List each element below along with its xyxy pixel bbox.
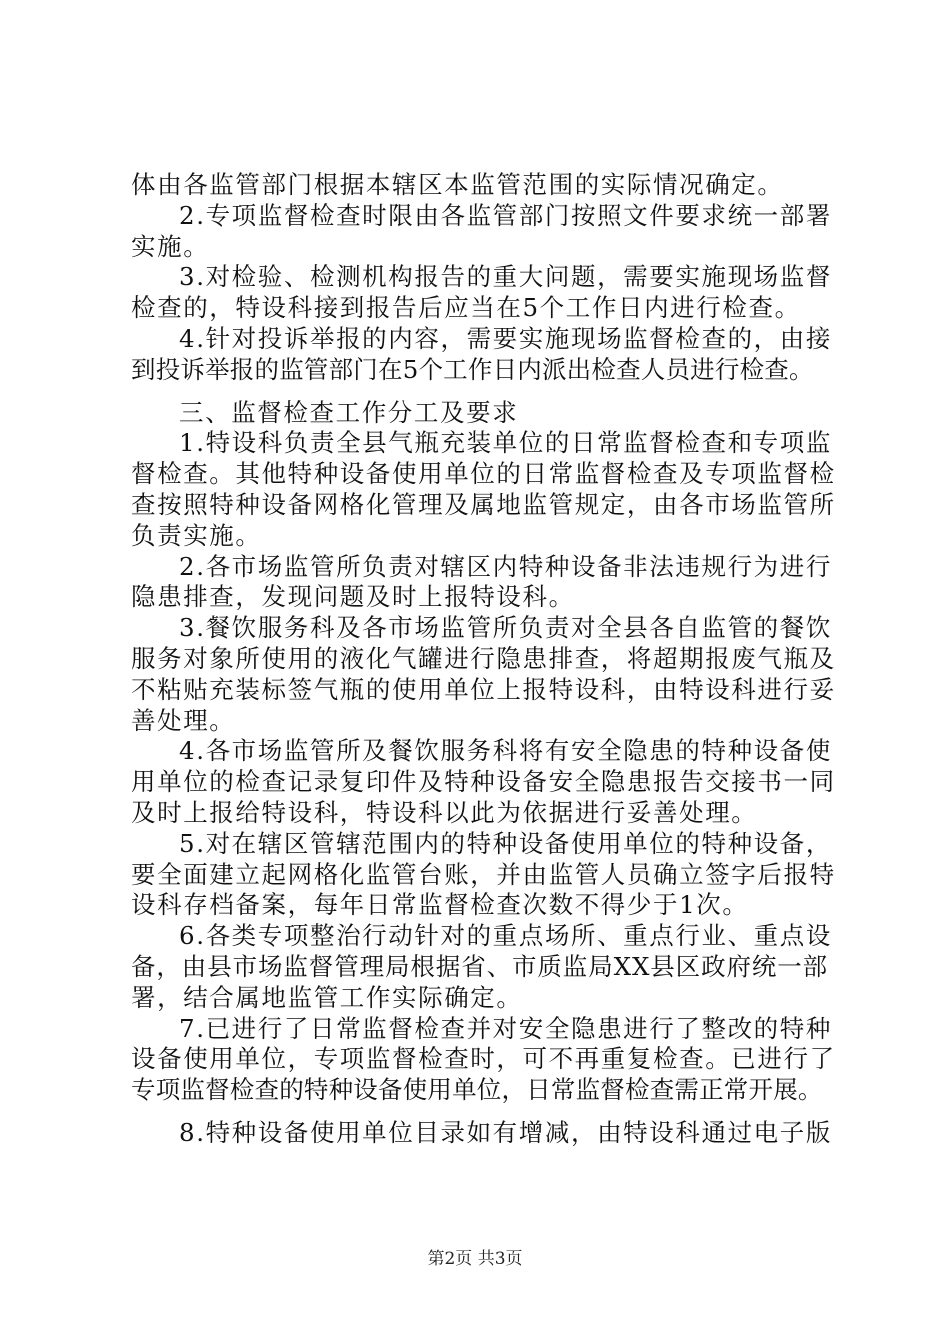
page-footer: 第2页 共3页 (427, 1249, 523, 1269)
paragraph-line: 善处理。 (131, 705, 236, 735)
paragraph-line: 2.专项监督检查时限由各监管部门按照文件要求统一部署 (179, 200, 832, 230)
paragraph-line: 3.对检验、检测机构报告的重大问题，需要实施现场监督 (179, 262, 832, 292)
paragraph-line: 服务对象所使用的液化气罐进行隐患排查，将超期报废气瓶及 (131, 643, 836, 673)
paragraph-line: 要全面建立起网格化监管台账，并由监管人员确立签字后报特 (131, 859, 836, 889)
paragraph-line: 体由各监管部门根据本辖区本监管范围的实际情况确定。 (131, 170, 784, 199)
paragraph-line: 4.各市场监管所及餐饮服务科将有安全隐患的特种设备使 (179, 736, 832, 766)
paragraph-line: 查按照特种设备网格化管理及属地监管规定，由各市场监管所 (131, 489, 836, 519)
paragraph-line: 到投诉举报的监管部门在5个工作日内派出检查人员进行检查。 (131, 354, 814, 384)
section-heading: 三、监督检查工作分工及要求 (179, 397, 519, 427)
paragraph-line: 6.各类专项整治行动针对的重点场所、重点行业、重点设 (179, 921, 832, 951)
paragraph-line: 5.对在辖区管辖范围内的特种设备使用单位的特种设备， (179, 828, 832, 858)
paragraph-line: 负责实施。 (131, 520, 262, 550)
paragraph-line: 隐患排查，发现问题及时上报特设科。 (131, 582, 575, 612)
paragraph-line: 专项监督检查的特种设备使用单位，日常监督检查需正常开展。 (131, 1075, 823, 1105)
paragraph-line: 7.已进行了日常监督检查并对安全隐患进行了整改的特种 (179, 1013, 832, 1043)
paragraph-line: 及时上报给特设科，特设科以此为依据进行妥善处理。 (131, 797, 758, 827)
paragraph-line: 4.针对投诉举报的内容，需要实施现场监督检查的，由接 (179, 323, 832, 353)
paragraph-line: 设科存档备案，每年日常监督检查次数不得少于1次。 (131, 890, 749, 920)
paragraph-line: 设备使用单位，专项监督检查时，可不再重复检查。已进行了 (131, 1044, 836, 1074)
paragraph-line: 检查的，特设科接到报告后应当在5个工作日内进行检查。 (131, 293, 801, 323)
paragraph-line: 不粘贴充装标签气瓶的使用单位上报特设科，由特设科进行妥 (131, 674, 836, 704)
paragraph-line: 备，由县市场监督管理局根据省、市质监局XX县区政府统一部 (131, 951, 829, 981)
paragraph-line: 1.特设科负责全县气瓶充装单位的日常监督检查和专项监 (179, 428, 832, 458)
paragraph-line: 督检查。其他特种设备使用单位的日常监督检查及专项监督检 (131, 459, 836, 489)
paragraph-line: 3.餐饮服务科及各市场监管所负责对全县各自监管的餐饮 (179, 613, 832, 643)
paragraph-line: 8.特种设备使用单位目录如有增减，由特设科通过电子版 (179, 1117, 832, 1147)
paragraph-line: 2.各市场监管所负责对辖区内特种设备非法违规行为进行 (179, 551, 832, 581)
paragraph-line: 用单位的检查记录复印件及特种设备安全隐患报告交接书一同 (131, 767, 836, 797)
paragraph-line: 署，结合属地监管工作实际确定。 (131, 982, 523, 1012)
document-body (131, 170, 836, 1149)
paragraph-line: 实施。 (131, 231, 210, 261)
